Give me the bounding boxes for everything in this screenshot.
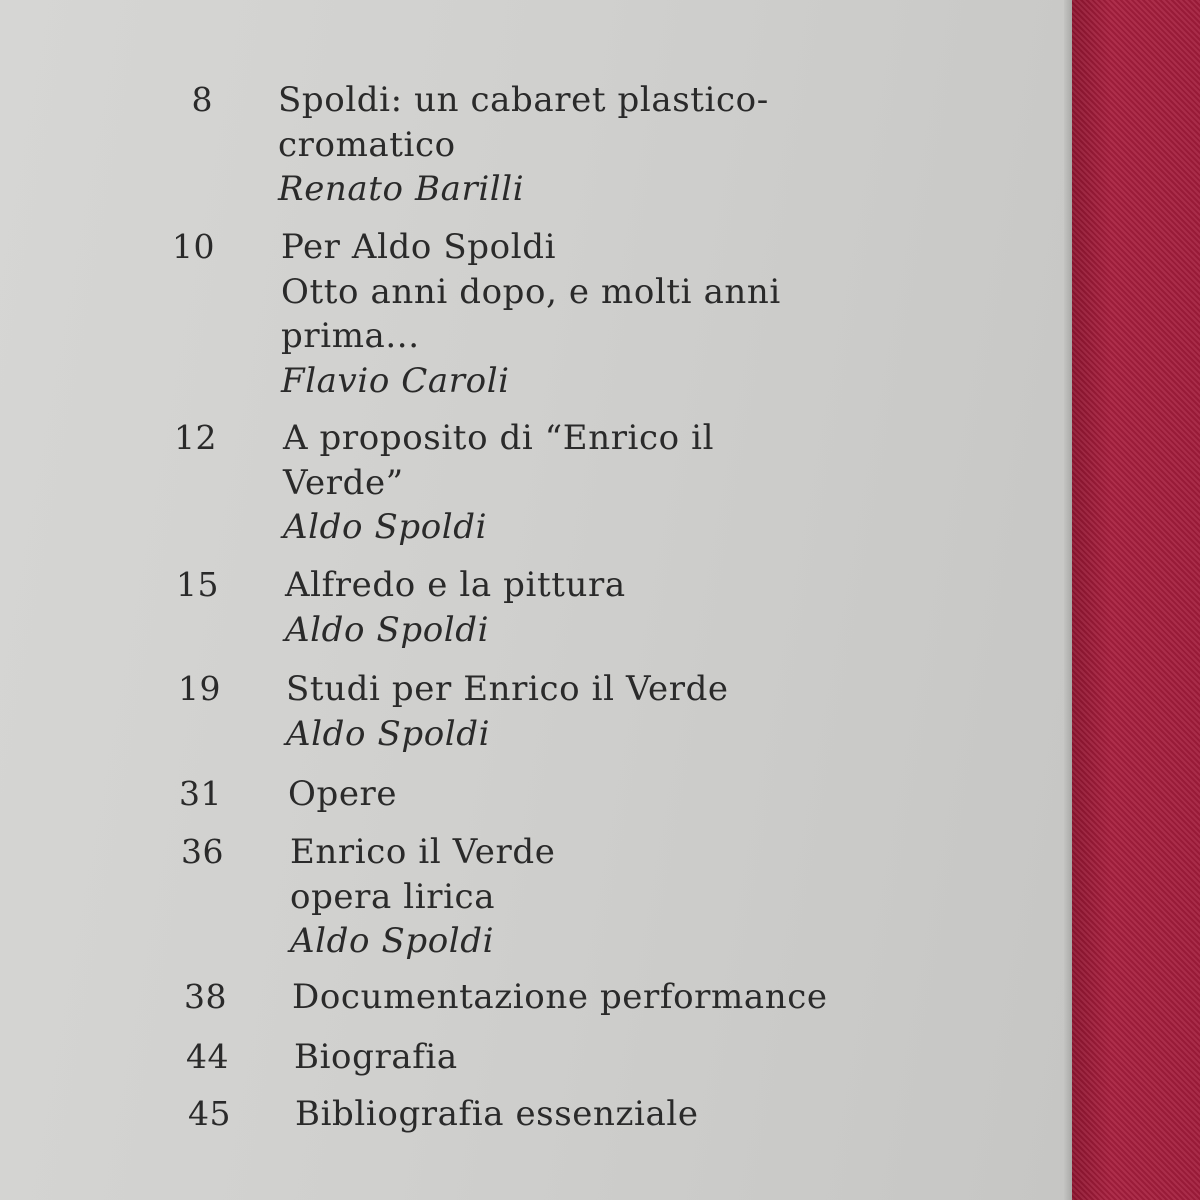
- toc-page-number: 19: [178, 669, 221, 708]
- toc-title-line: prima...: [281, 316, 420, 356]
- toc-title-line: Otto anni dopo, e molti anni: [281, 271, 781, 312]
- toc-title-line: cromatico: [278, 124, 456, 165]
- toc-entry-text: [286, 667, 729, 756]
- toc-entry-text: [283, 416, 714, 550]
- toc-title-line: Studi per Enrico il Verde: [286, 669, 729, 709]
- toc-entry-text: [278, 78, 769, 212]
- toc-author: Aldo Spoldi: [285, 609, 490, 650]
- toc-author: Aldo Spoldi: [283, 507, 488, 547]
- toc-author: Renato Barilli: [278, 169, 525, 209]
- toc-author: Aldo Spoldi: [290, 921, 495, 961]
- toc-title-line: Documentazione performance: [292, 977, 828, 1017]
- toc-page-number: 36: [181, 832, 224, 871]
- toc-title-line: Bibliografia essenziale: [295, 1094, 699, 1134]
- toc-page-number: 10: [172, 227, 215, 266]
- toc-title-line: Biografia: [294, 1037, 458, 1077]
- page-edge: [1064, 0, 1072, 1200]
- toc-entry-text: [285, 563, 626, 652]
- toc-title-line: Spoldi: un cabaret plastico-: [278, 80, 769, 120]
- toc-page-number: 31: [179, 774, 222, 813]
- toc-title-line: Enrico il Verde: [290, 832, 556, 872]
- toc-entry-text: [294, 1035, 458, 1080]
- toc-title-line: opera lirica: [290, 876, 496, 917]
- toc-entry-text: [295, 1092, 699, 1137]
- toc-title-line: Per Aldo Spoldi: [281, 227, 557, 267]
- toc-entry-text: [292, 975, 828, 1020]
- toc-author: Aldo Spoldi: [286, 713, 491, 754]
- toc-page-number: 15: [176, 565, 219, 604]
- toc-page-number: 8: [191, 80, 213, 119]
- toc-title-line: Opere: [288, 774, 398, 814]
- toc-title-line: A proposito di “Enrico il: [283, 418, 715, 458]
- toc-author: Flavio Caroli: [281, 360, 510, 401]
- toc-entry-text: [290, 830, 555, 964]
- toc-entry-text: [281, 225, 781, 403]
- book-cover-cloth: [1072, 0, 1200, 1200]
- toc-entry-text: [288, 772, 397, 817]
- toc-title-line: Alfredo e la pittura: [285, 565, 626, 605]
- toc-page-number: 38: [184, 977, 227, 1016]
- toc-title-line: Verde”: [283, 462, 404, 503]
- toc-page-number: 45: [188, 1094, 231, 1133]
- toc-page-number: 44: [186, 1037, 229, 1076]
- toc-page-number: 12: [174, 418, 217, 457]
